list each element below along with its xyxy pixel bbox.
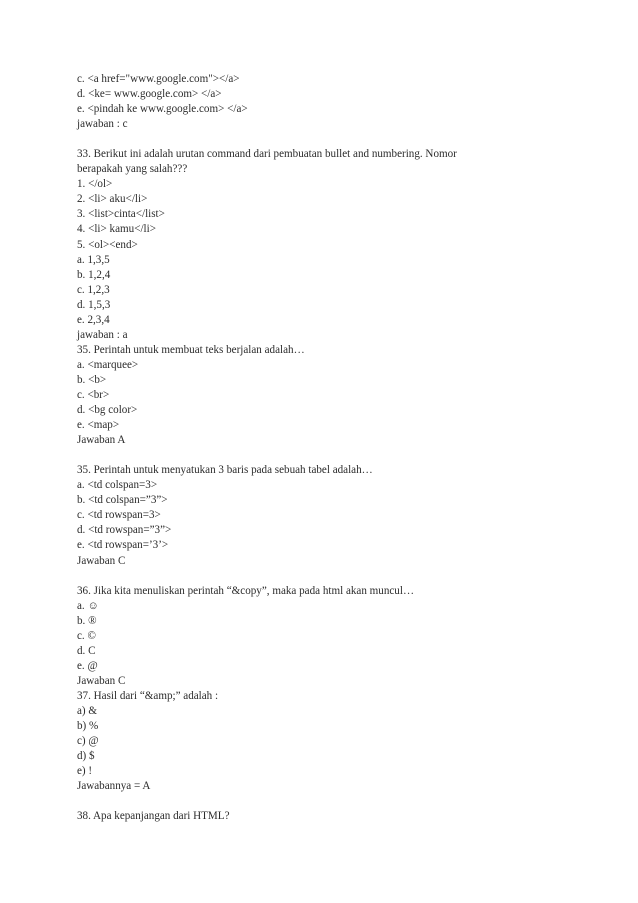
text-line: b. 1,2,4 [77,268,111,281]
text-line: 4. <li> kamu</li> [77,223,156,236]
text-line: a. <td colspan=3> [77,479,158,492]
text-line: c. © [77,629,96,642]
text-line: 1. </ol> [77,178,113,191]
text-line: b. <td colspan=”3”> [77,494,168,507]
text-line: 38. Apa kepanjangan dari HTML? [77,810,230,823]
blank-line [77,448,577,463]
text-line: jawaban : c [77,118,128,131]
text-line: e. @ [77,659,98,672]
text-line: 37. Hasil dari “&amp;” adalah : [77,689,219,702]
text-line: e. <td rowspan=’3’> [77,539,169,552]
text-line: Jawaban A [77,434,126,447]
text-line: e) ! [77,765,93,778]
text-line: a. 1,3,5 [77,253,110,266]
blank-line [77,132,577,147]
text-line: jawaban : a [77,328,128,341]
text-line: a. <marquee> [77,358,139,371]
text-line: b. <b> [77,373,107,386]
document-text-body [77,72,577,824]
blank-line [77,569,577,584]
text-line: 35. Perintah untuk membuat teks berjalan adalah… [77,343,305,356]
text-line: d. 1,5,3 [77,298,111,311]
text-line: 2. <li> aku</li> [77,193,148,206]
text-line: a) & [77,704,98,717]
text-line: c. 1,2,3 [77,283,110,296]
text-line: c) @ [77,735,99,748]
text-line: c. <br> [77,388,110,401]
blank-line [77,794,577,809]
text-line: e. <pindah ke www.google.com> </a> [77,103,248,116]
text-line: d. <td rowspan=”3”> [77,524,172,537]
text-line: d. <ke= www.google.com> </a> [77,88,222,101]
text-line: b) % [77,720,99,733]
text-line: 5. <ol><end> [77,238,138,251]
text-line: Jawabannya = A [77,780,151,793]
text-line: b. ® [77,614,97,627]
text-line: d. <bg color> [77,404,138,417]
text-line: c. <td rowspan=3> [77,509,161,522]
text-line: d. C [77,644,96,657]
text-line: e. 2,3,4 [77,313,110,326]
text-line: d) $ [77,750,95,763]
text-line: Jawaban C [77,674,126,687]
text-line: 33. Berikut ini adalah urutan command dari pembuatan bullet and numbering. Nomor [77,148,457,161]
text-line: 35. Perintah untuk menyatukan 3 baris pada sebuah tabel adalah… [77,464,373,477]
text-line: Jawaban C [77,554,126,567]
text-line: 3. <list>cinta</list> [77,208,165,221]
text-line: berapakah yang salah??? [77,163,188,176]
text-line: c. <a href="www.google.com"></a> [77,73,240,85]
text-line: e. <map> [77,419,120,432]
text-line: a. ☺ [77,599,99,612]
text-line: 36. Jika kita menuliskan perintah “&copy”, maka pada html akan muncul… [77,584,415,597]
